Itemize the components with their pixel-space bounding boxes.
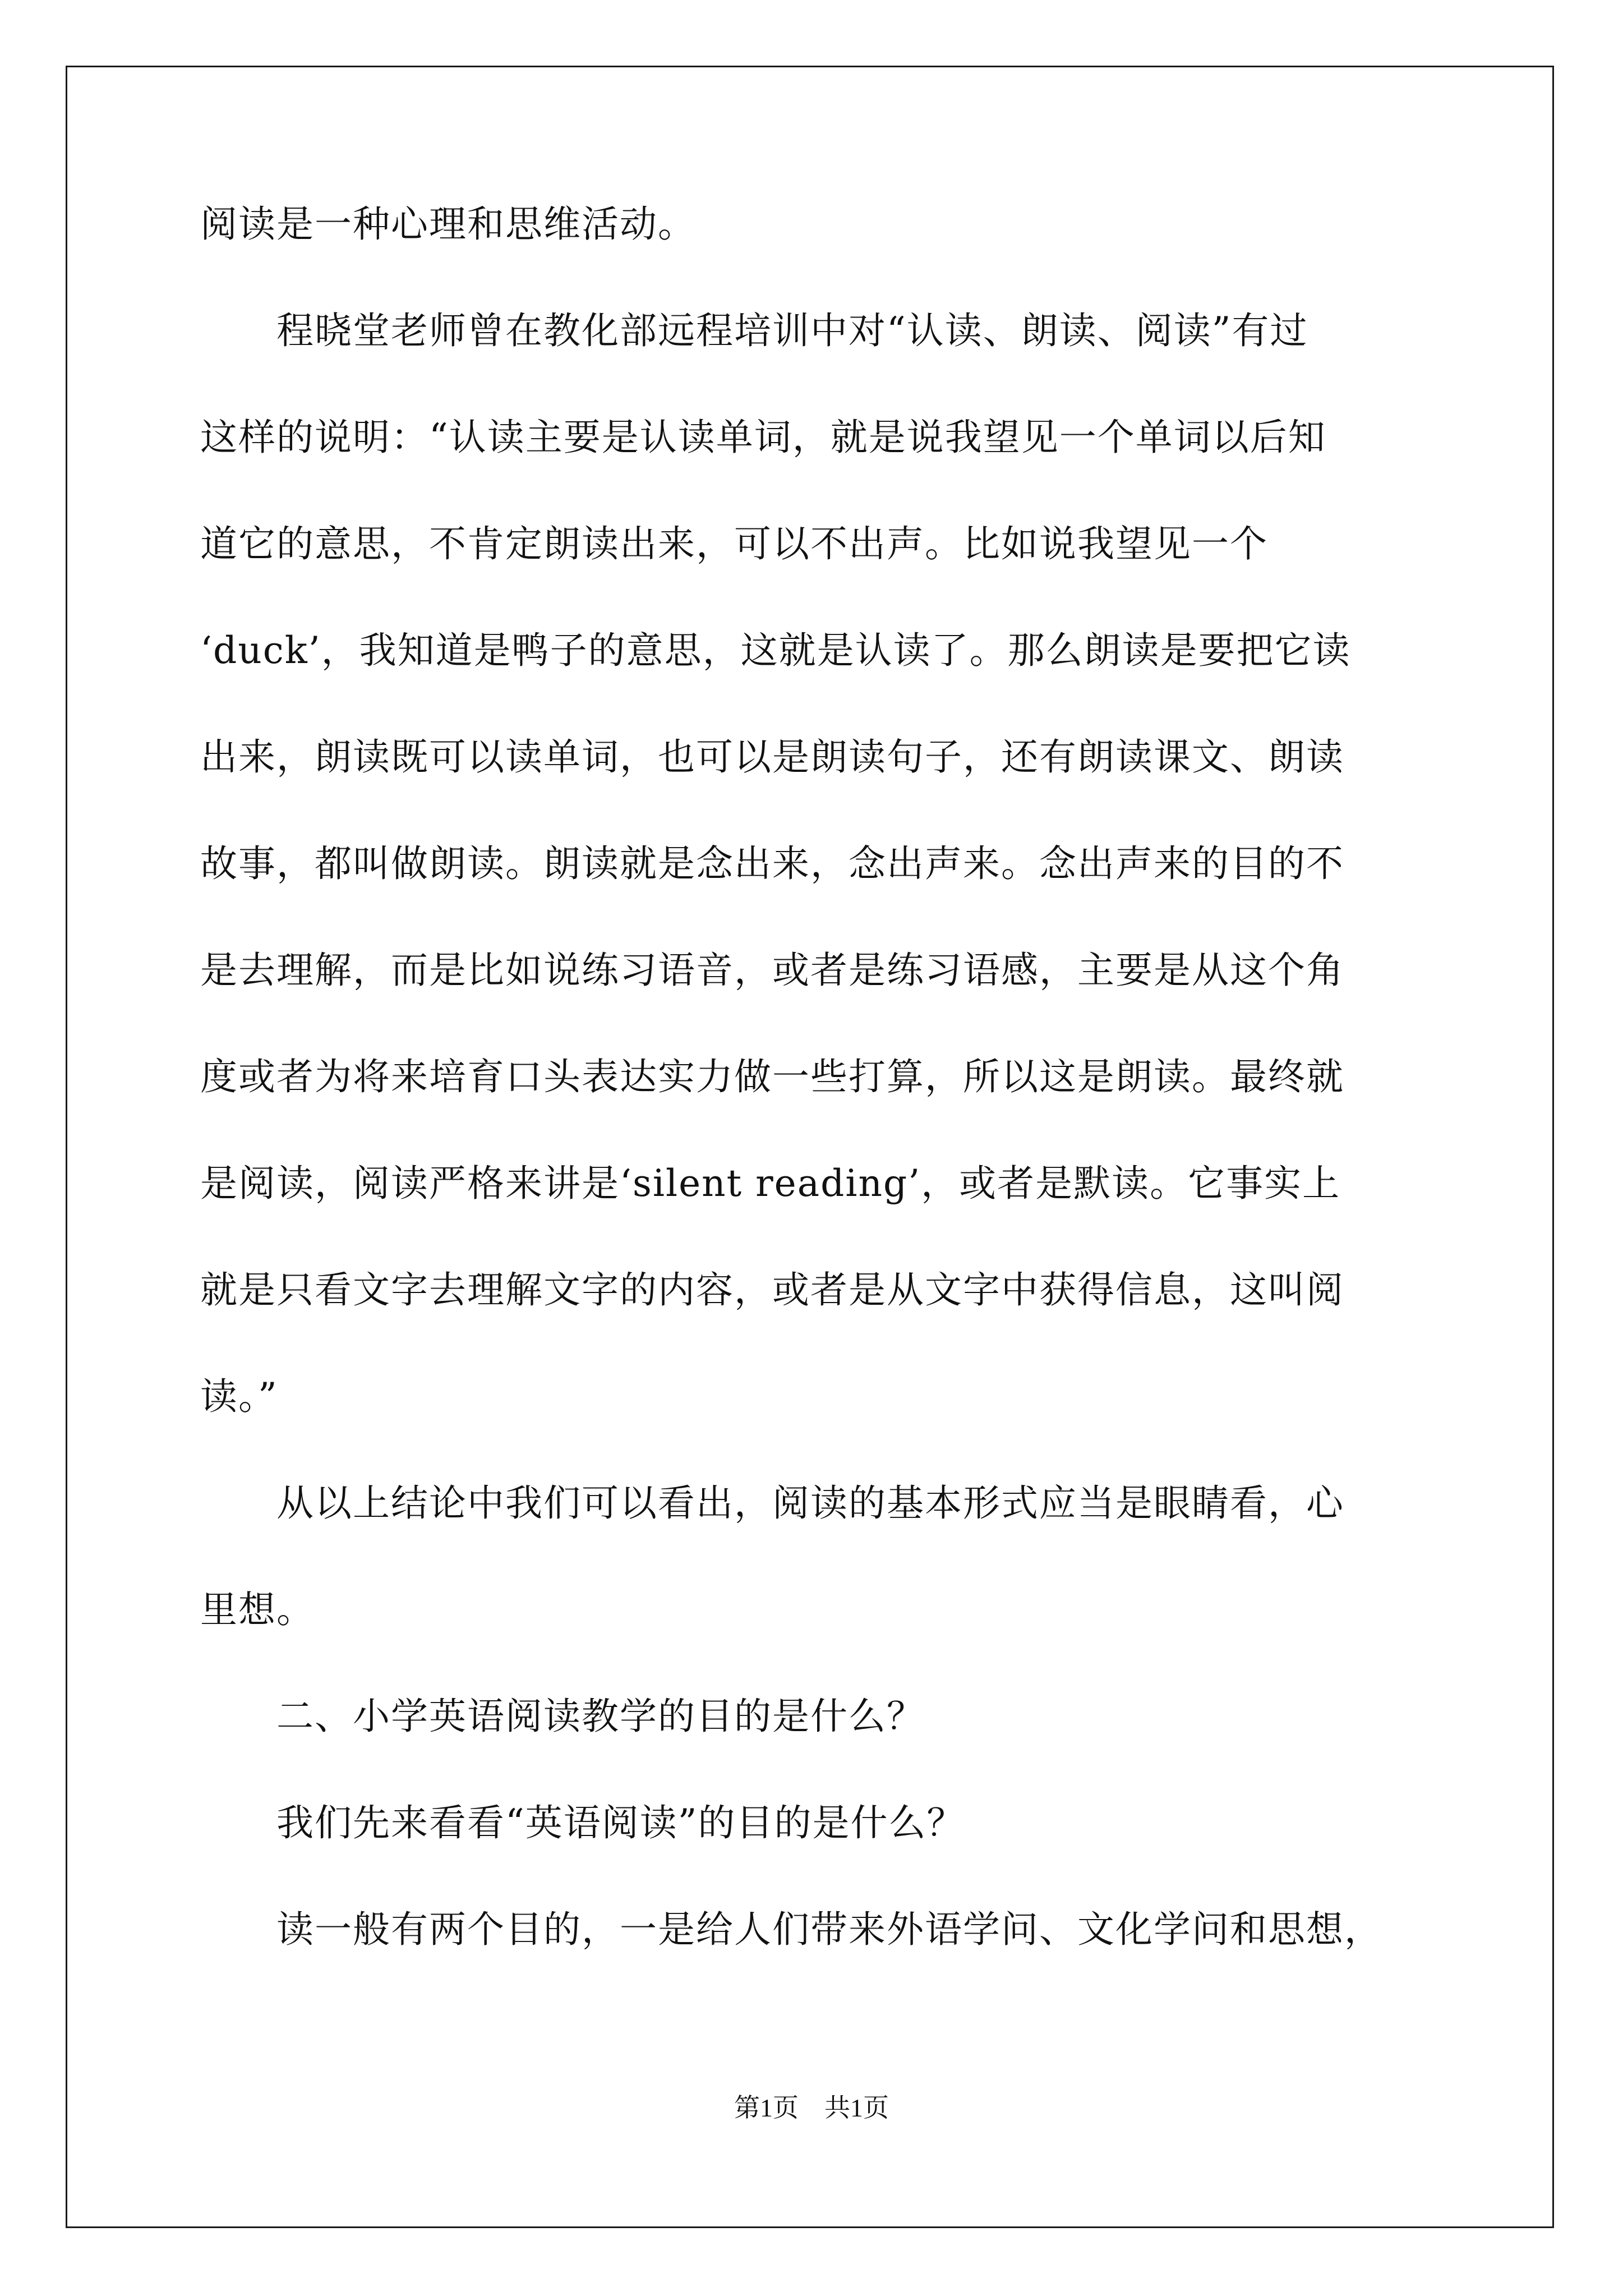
text-line: 程晓堂老师曾在教化部远程培训中对“认读、朗读、阅读”有过 [200,309,1308,352]
text-line: 就是只看文字去理解文字的内容，或者是从文字中获得信息，这叫阅 [200,1268,1344,1312]
text-line: ‘duck’，我知道是鸭子的意思，这就是认读了。那么朗读是要把它读 [200,629,1351,672]
section-heading: 二、小学英语阅读教学的目的是什么？ [200,1695,925,1738]
text-line: 出来，朗读既可以读单词，也可以是朗读句子，还有朗读课文、朗读 [200,735,1344,779]
text-line: 故事，都叫做朗读。朗读就是念出来，念出声来。念出声来的目的不 [200,842,1344,885]
text-line: 这样的说明：“认读主要是认读单词，就是说我望见一个单词以后知 [200,416,1326,459]
page-number-footer: 第1页 共1页 [734,2093,889,2122]
text-line: 我们先来看看“英语阅读”的目的是什么？ [200,1801,965,1844]
text-line: 读。” [200,1375,278,1418]
text-line: 阅读是一种心理和思维活动。 [200,203,696,246]
text-line: 读一般有两个目的，一是给人们带来外语学问、文化学问和思想， [200,1908,1382,1951]
text-line: 从以上结论中我们可以看出，阅读的基本形式应当是眼睛看，心 [200,1481,1344,1525]
text-line: 度或者为将来培育口头表达实力做一些打算，所以这是朗读。最终就 [200,1055,1344,1098]
text-line: 里想。 [200,1588,315,1631]
text-line: 是去理解，而是比如说练习语音，或者是练习语感，主要是从这个角 [200,949,1344,992]
text-line: 道它的意思，不肯定朗读出来，可以不出声。比如说我望见一个 [200,522,1268,565]
text-line: 是阅读，阅读严格来讲是‘silent reading’，或者是默读。它事实上 [200,1162,1341,1205]
